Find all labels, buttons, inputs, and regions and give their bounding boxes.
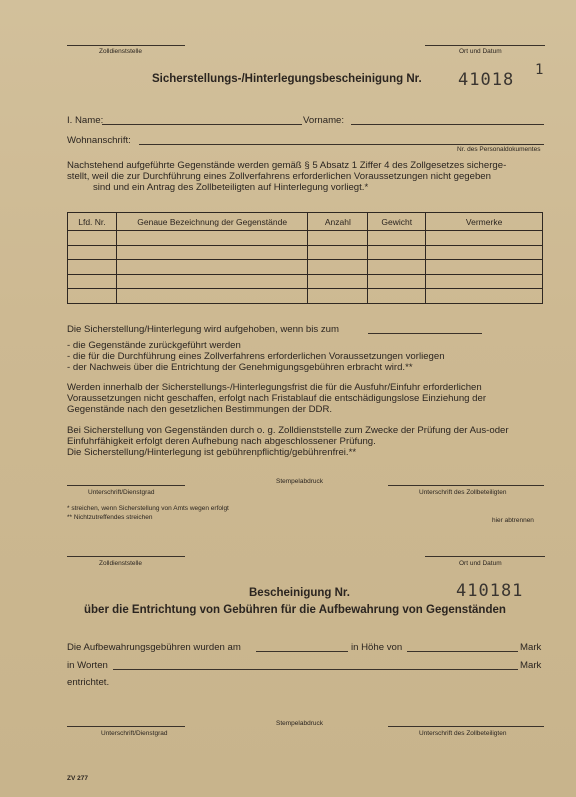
signature-official-label: Unterschrift/Dienstgrad — [88, 489, 155, 496]
table-row[interactable] — [68, 231, 543, 246]
ort-datum-line[interactable] — [425, 45, 545, 46]
para3-line-1: Bei Sicherstellung von Gegenständen durch o. g. Zolldienststelle zum Zwecke der Prüfung der Aus-oder — [67, 425, 509, 436]
signature-party-line[interactable] — [388, 485, 544, 486]
currency-label-2: Mark — [520, 660, 542, 671]
col-anzahl: Anzahl — [308, 213, 368, 231]
wohnanschrift-label: Wohnanschrift: — [67, 135, 131, 146]
footnote-1: * streichen, wenn Sicherstellung von Amts wegen erfolgt — [67, 505, 229, 512]
inspection-paragraph — [67, 425, 544, 459]
para2-line-1: Werden innerhalb der Sicherstellungs-/Hinterlegungsfrist die für die Ausfuhr/Einfuhr erforderlichen — [67, 382, 482, 393]
currency-label: Mark — [520, 642, 542, 653]
ort-datum-label-2: Ort und Datum — [459, 560, 502, 567]
signature-party-label-2: Unterschrift des Zollbeteiligten — [419, 730, 507, 737]
wohnanschrift-field[interactable] — [139, 144, 544, 145]
in-words-label: in Worten — [67, 660, 108, 671]
receipt-number: 410181 — [456, 581, 524, 601]
fee-date-label: Die Aufbewahrungsgebühren wurden am — [67, 642, 241, 653]
signature-official-line-2[interactable] — [67, 726, 185, 727]
paid-label: entrichtet. — [67, 677, 110, 688]
release-item: - der Nachweis über die Entrichtung der Genehmigungsgebühren erbracht wird.** — [67, 362, 413, 374]
fee-amount-field[interactable] — [407, 651, 518, 652]
signature-party-label: Unterschrift des Zollbeteiligten — [419, 489, 507, 496]
release-lead: Die Sicherstellung/Hinterlegung wird aufgehoben, wenn bis zum — [67, 324, 339, 335]
receipt-title: Bescheinigung Nr. — [249, 587, 350, 599]
para2-line-3: Gegenstände nach den gesetzlichen Bestimmungen der DDR. — [67, 404, 333, 416]
table-row[interactable] — [68, 274, 543, 289]
col-bezeichnung: Genaue Bezeichnung der Gegenstände — [116, 213, 308, 231]
table-row[interactable] — [68, 245, 543, 260]
para3-line-3: Die Sicherstellung/Hinterlegung ist gebührenpflichtig/gebührenfrei.** — [67, 447, 357, 459]
confiscation-paragraph — [67, 382, 544, 416]
footnote-2: ** Nichtzutreffendes streichen — [67, 514, 153, 521]
stamp-label: Stempelabdruck — [276, 478, 323, 485]
in-words-field[interactable] — [113, 669, 518, 670]
zolldienststelle-line[interactable] — [67, 45, 185, 46]
ort-datum-line-2[interactable] — [425, 556, 545, 557]
fee-date-field[interactable] — [256, 651, 348, 652]
intro-line-1: Nachstehend aufgeführte Gegenstände werden gemäß § 5 Absatz 1 Ziffer 4 des Zollgesetzes sicherge- — [67, 160, 507, 171]
zolldienststelle-label-2: Zolldienststelle — [99, 560, 142, 567]
signature-official-label-2: Unterschrift/Dienstgrad — [101, 730, 168, 737]
table-header-row — [68, 213, 543, 231]
ort-datum-label: Ort und Datum — [459, 48, 502, 55]
zolldienststelle-line-2[interactable] — [67, 556, 185, 557]
release-item: - die Gegenstände zurückgeführt werden — [67, 340, 241, 351]
zolldienststelle-label: Zolldienststelle — [99, 48, 142, 55]
personal-doc-label: Nr. des Personaldokumentes — [457, 146, 541, 153]
table-row[interactable] — [68, 260, 543, 275]
col-gewicht: Gewicht — [368, 213, 426, 231]
form-number: 41018 — [458, 70, 515, 90]
receipt-subtitle: über die Entrichtung von Gebühren für die Aufbewahrung von Gegenständen — [84, 604, 506, 616]
stamp-label-2: Stempelabdruck — [276, 720, 323, 727]
name-field[interactable] — [102, 124, 302, 125]
name-label: I. Name: — [67, 115, 104, 126]
intro-line-2: stellt, weil die zur Durchführung eines Zollverfahrens erforderlichen Voraussetzungen nicht gegeben — [67, 171, 491, 183]
form-code: ZV 277 — [67, 775, 88, 782]
vorname-label: Vorname: — [303, 115, 345, 126]
form-title: Sicherstellungs-/Hinterlegungsbescheinigung Nr. — [152, 73, 422, 85]
signature-party-line-2[interactable] — [388, 726, 544, 727]
vorname-field[interactable] — [351, 124, 544, 125]
fee-amount-label: in Höhe von — [351, 642, 403, 653]
release-date-field[interactable] — [368, 333, 482, 334]
release-item: - die für die Durchführung eines Zollverfahrens erforderlichen Voraussetzungen vorliegen — [67, 351, 445, 363]
intro-line-3: sind und ein Antrag des Zollbeteiligten auf Hinterlegung vorliegt.* — [93, 182, 369, 194]
col-vermerke: Vermerke — [426, 213, 543, 231]
cut-here-label: hier abtrennen — [492, 517, 534, 524]
table-row[interactable] — [68, 289, 543, 304]
para3-line-2: Einfuhrfähigkeit erfolgt deren Aufhebung nach abgeschlossener Prüfung. — [67, 436, 376, 448]
para2-line-2: Voraussetzungen nicht geschaffen, erfolgt nach Fristablauf die entschädigungslose Einziehung der — [67, 393, 487, 405]
intro-paragraph — [67, 160, 544, 194]
signature-official-line[interactable] — [67, 485, 185, 486]
items-table — [67, 212, 543, 304]
form-number-superscript: 1 — [535, 62, 545, 78]
col-lfd-nr: Lfd. Nr. — [68, 213, 117, 231]
release-list — [67, 340, 544, 374]
